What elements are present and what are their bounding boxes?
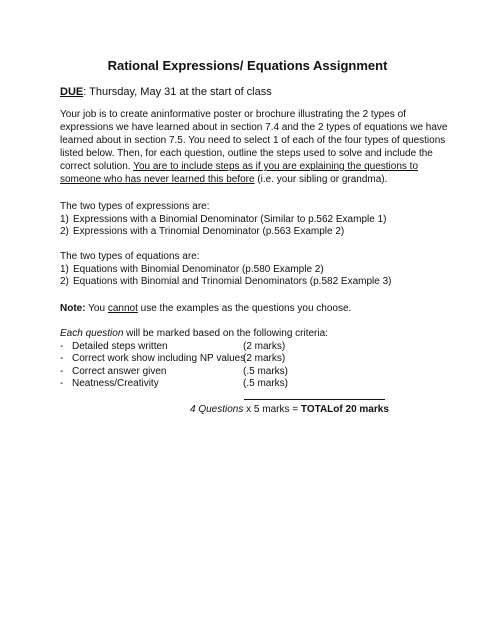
intro-line — [60, 173, 445, 186]
total-divider — [244, 399, 385, 400]
note-text: You — [85, 303, 108, 314]
expressions-section — [60, 201, 386, 239]
list-item — [60, 264, 392, 277]
intro-line: listed below. Then, for each question, outline the steps used to solve and include the — [60, 148, 433, 159]
criteria-marks: (.5 marks) — [243, 365, 288, 377]
list-item — [60, 276, 392, 289]
criteria-row — [60, 353, 328, 366]
criteria-name: Detailed steps written — [72, 340, 168, 352]
page-title: Rational Expressions/ Equations Assignment — [107, 58, 388, 73]
total-marks: of 20 marks — [333, 404, 389, 415]
intro-text: correct solution. — [60, 161, 134, 172]
due-label: DUE — [60, 86, 84, 98]
equations-heading: The two types of equations are: — [60, 251, 200, 262]
list-item-text: Expressions with a Binomial Denominator (Similar to p.562 Example 1) — [73, 213, 387, 225]
intro-line: Your job is to create aninformative poster or brochure illustrating the 2 types of — [60, 109, 406, 120]
criteria-heading-italic: Each question — [60, 328, 124, 339]
intro-underlined-text: You are to include steps as if you are explaining the questions to — [133, 161, 419, 172]
list-item-text: Equations with Binomial Denominator (p.580 Example 2) — [73, 263, 324, 275]
intro-line: learned about in section 7.5. You need to select 1 of each of the four types of questions — [60, 135, 446, 146]
criteria-marks: (2 marks) — [243, 340, 286, 352]
note-line — [60, 303, 351, 315]
note-label: Note: — [60, 303, 86, 314]
list-item-text: Expressions with a Trinomial Denominator (p.563 Example 2) — [73, 226, 345, 237]
list-item-number: 1) — [60, 213, 69, 225]
criteria-dash: - — [60, 378, 64, 389]
criteria-dash: - — [60, 340, 64, 352]
note-text: use the examples as the questions you choose. — [137, 303, 352, 314]
due-date-line — [60, 85, 272, 99]
intro-text: (i.e. your sibling or grandma). — [254, 174, 388, 185]
criteria-name: Neatness/Creativity — [72, 378, 159, 389]
criteria-name: Correct work show including NP values — [72, 353, 246, 364]
list-item — [60, 226, 386, 239]
expressions-heading: The two types of expressions are: — [60, 201, 210, 212]
criteria-dash: - — [60, 365, 64, 377]
criteria-section — [60, 328, 328, 391]
total-questions: 4 Questions — [190, 404, 244, 415]
criteria-heading — [60, 328, 328, 341]
total-line — [190, 404, 389, 416]
criteria-row — [60, 366, 328, 379]
criteria-marks: (.5 marks) — [243, 378, 288, 389]
list-item-text: Equations with Binomial and Trinomial Denominators (p.582 Example 3) — [73, 276, 392, 287]
equations-section — [60, 251, 392, 289]
list-item-number: 2) — [60, 226, 69, 237]
list-item — [60, 214, 386, 227]
criteria-row — [60, 341, 328, 354]
criteria-heading-text: will be marked based on the following criteria: — [123, 328, 328, 339]
criteria-dash: - — [60, 353, 64, 364]
note-underlined-text: cannot — [107, 303, 138, 314]
intro-line — [60, 160, 445, 173]
list-item-number: 1) — [60, 263, 69, 275]
intro-underlined-text: someone who has never learned this before — [60, 174, 255, 185]
intro-paragraph — [60, 108, 448, 186]
criteria-row — [60, 378, 328, 391]
list-item-number: 2) — [60, 276, 69, 287]
criteria-marks: (2 marks) — [243, 353, 286, 364]
total-multiplier: x 5 marks = — [243, 404, 301, 415]
due-text: : Thursday, May 31 at the start of class — [83, 86, 272, 98]
criteria-name: Correct answer given — [72, 365, 167, 377]
intro-line: expressions we have learned about in section 7.4 and the 2 types of equations we have — [60, 122, 448, 133]
total-label: TOTAL — [300, 404, 334, 415]
